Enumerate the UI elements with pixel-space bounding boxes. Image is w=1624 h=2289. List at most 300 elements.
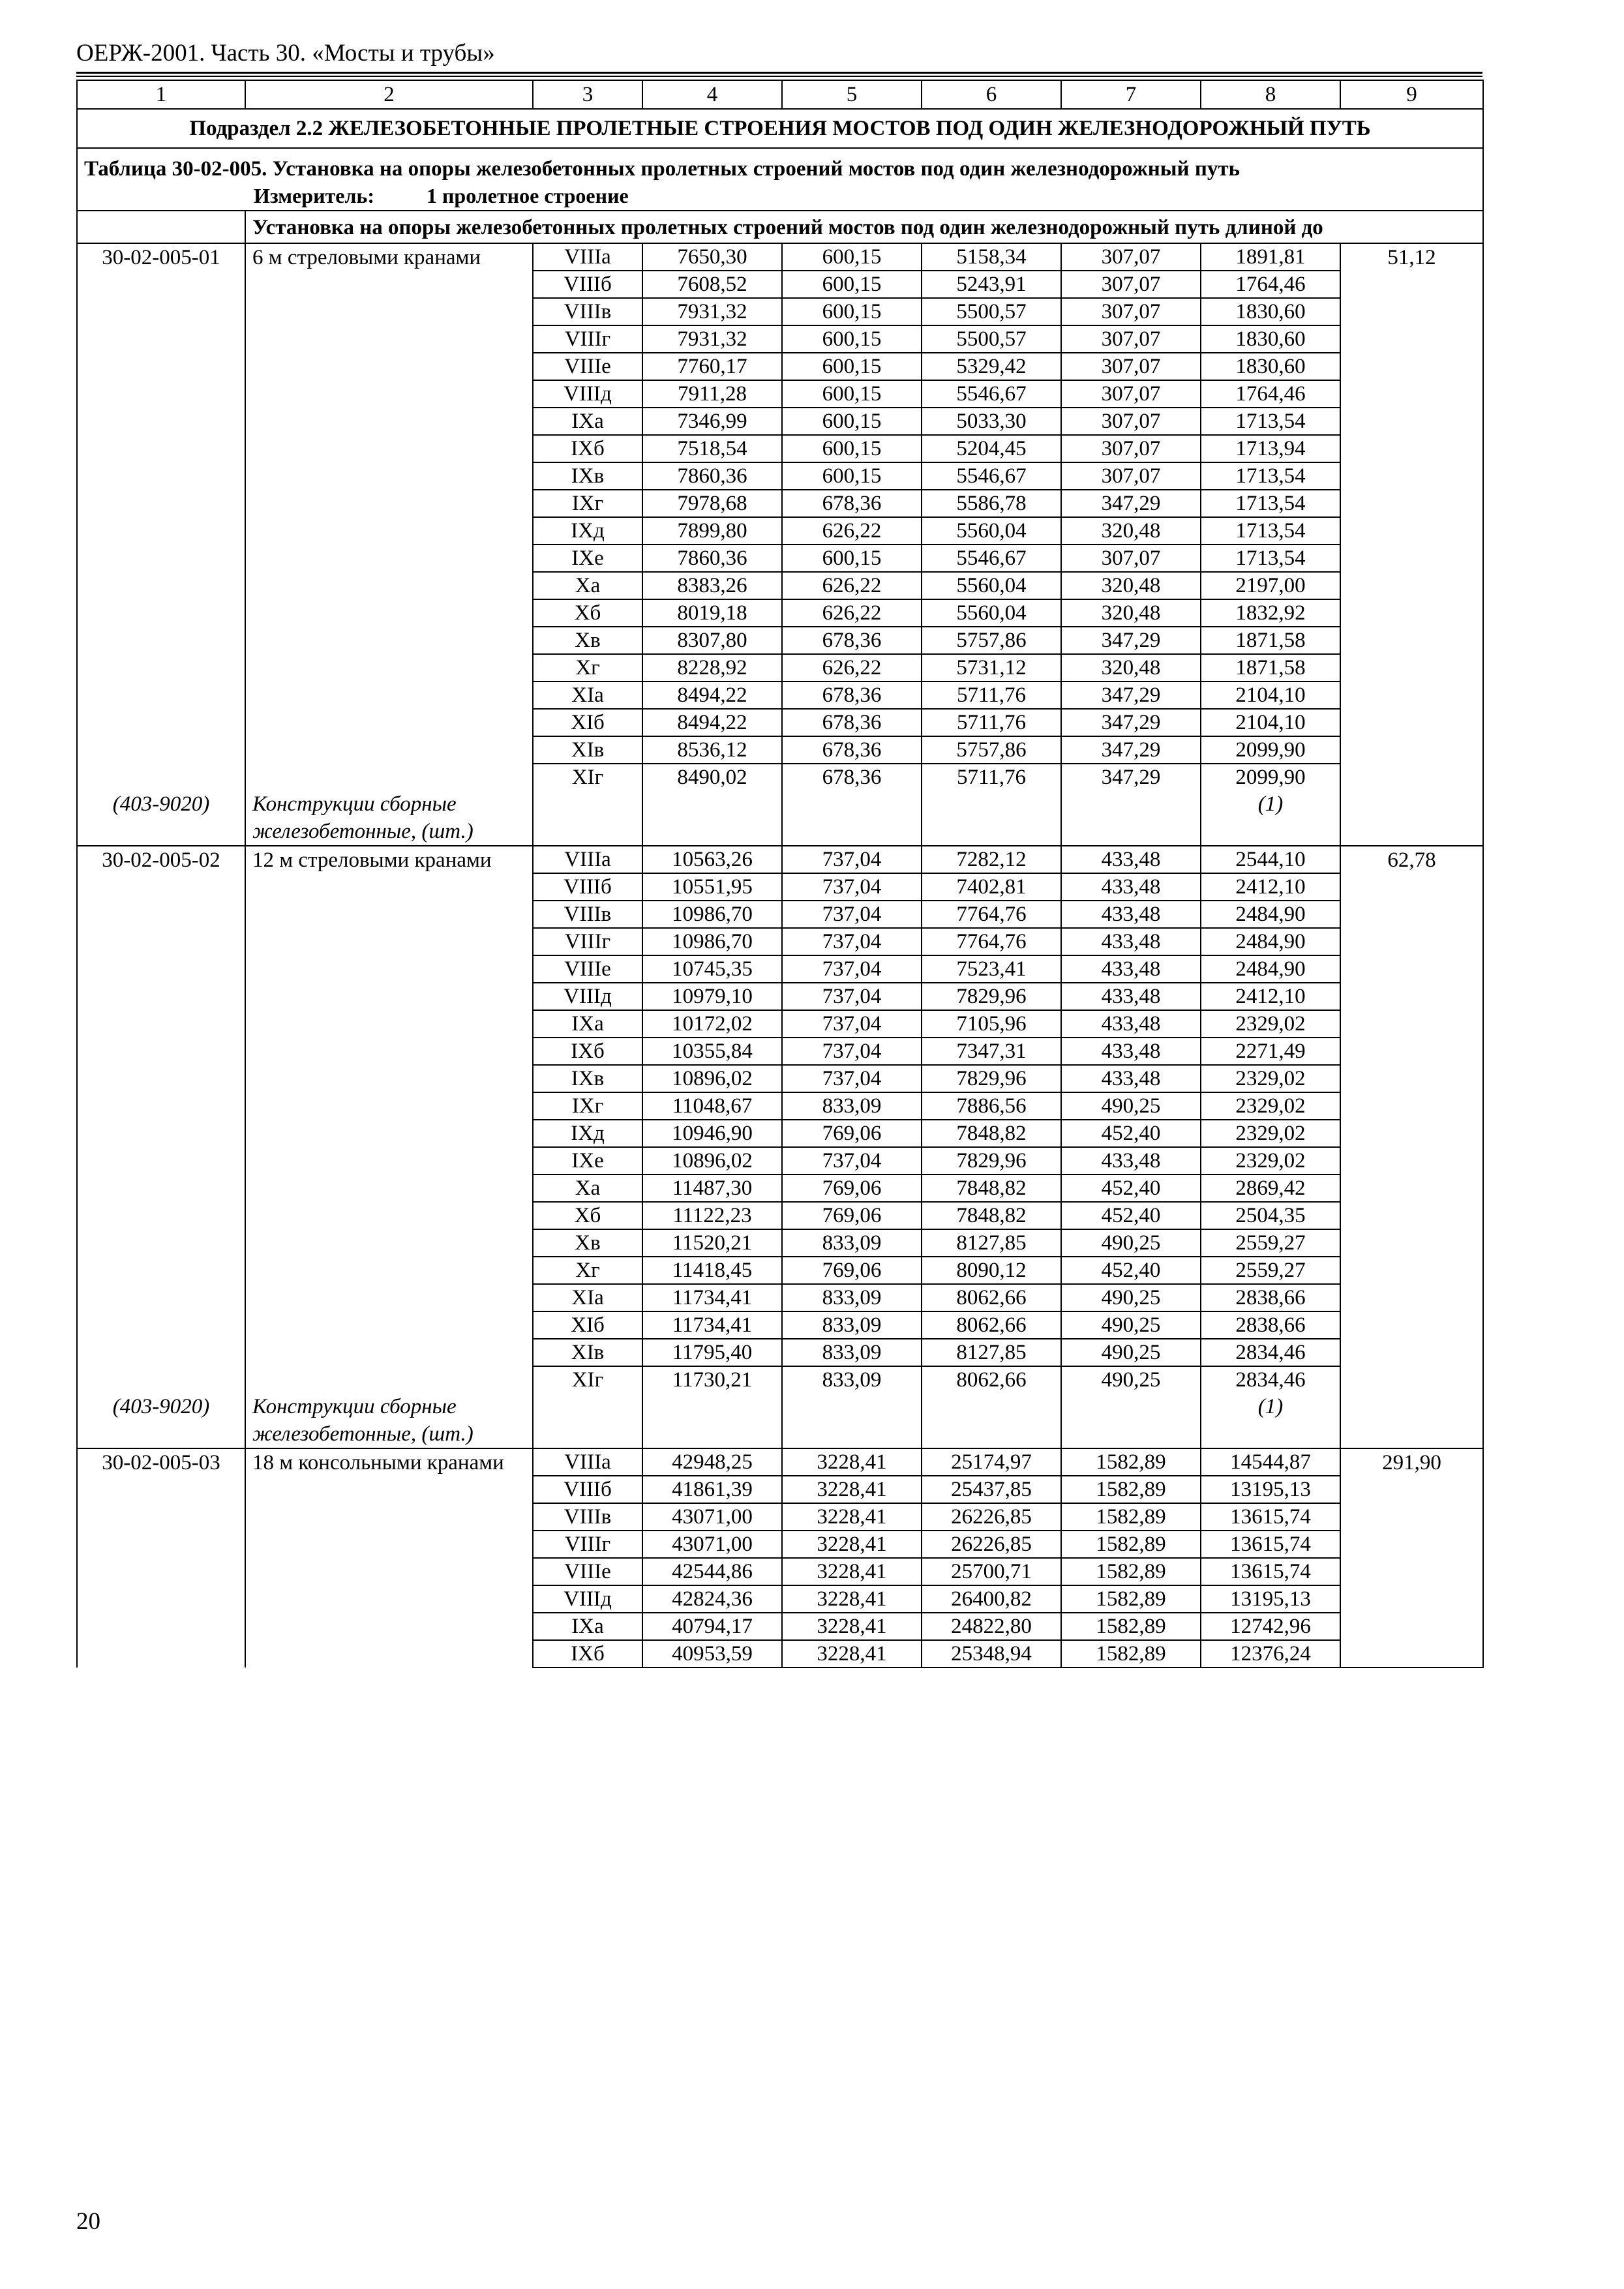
- value-cell: 2329,02: [1201, 1010, 1340, 1038]
- measure-line: [254, 183, 1476, 209]
- value-cell: 7931,32: [642, 325, 782, 353]
- region-cell: XIа: [533, 681, 642, 709]
- value-cell: 2271,49: [1201, 1038, 1340, 1065]
- value-cell: 2504,35: [1201, 1202, 1340, 1229]
- value-cell: 678,36: [782, 736, 922, 764]
- value-cell: 737,04: [782, 1065, 922, 1092]
- value-cell: 7829,96: [922, 983, 1061, 1010]
- value-cell: 600,15: [782, 462, 922, 490]
- value-cell: 8019,18: [642, 599, 782, 627]
- value-cell: 2544,10: [1201, 846, 1340, 873]
- column-number: 7: [1061, 80, 1201, 109]
- value-cell: 8228,92: [642, 654, 782, 681]
- value-cell: 1582,89: [1061, 1558, 1201, 1585]
- value-cell: 10896,02: [642, 1065, 782, 1092]
- region-cell: IXб: [533, 1038, 642, 1065]
- value-cell: 626,22: [782, 599, 922, 627]
- value-cell: 8062,66: [922, 1366, 1061, 1393]
- column-number: 3: [533, 80, 642, 109]
- value-cell: 600,15: [782, 353, 922, 380]
- value-cell: 8490,02: [642, 764, 782, 790]
- value-cell: 737,04: [782, 846, 922, 873]
- column-number-row: [77, 80, 1483, 109]
- value-cell: 320,48: [1061, 654, 1201, 681]
- value-cell: 10979,10: [642, 983, 782, 1010]
- resource-qty: (1): [1201, 1393, 1340, 1448]
- value-cell: 1582,89: [1061, 1503, 1201, 1531]
- value-cell: 7402,81: [922, 873, 1061, 901]
- value-cell: 737,04: [782, 1010, 922, 1038]
- value-cell: 2412,10: [1201, 983, 1340, 1010]
- value-cell: 13615,74: [1201, 1503, 1340, 1531]
- value-cell: 5560,04: [922, 599, 1061, 627]
- region-cell: VIIIб: [533, 271, 642, 298]
- value-cell: 490,25: [1061, 1366, 1201, 1393]
- value-cell: 8127,85: [922, 1339, 1061, 1366]
- value-cell: 678,36: [782, 681, 922, 709]
- value-cell: 600,15: [782, 243, 922, 271]
- value-cell: 25348,94: [922, 1640, 1061, 1668]
- region-cell: Xг: [533, 1257, 642, 1284]
- region-cell: IXе: [533, 545, 642, 572]
- value-cell: 452,40: [1061, 1257, 1201, 1284]
- value-cell: 433,48: [1061, 955, 1201, 983]
- value-cell: 600,15: [782, 435, 922, 462]
- table-row: [77, 846, 1483, 873]
- value-cell: 347,29: [1061, 709, 1201, 736]
- value-cell: 7978,68: [642, 490, 782, 517]
- value-cell: 7346,99: [642, 408, 782, 435]
- value-cell: 14544,87: [1201, 1448, 1340, 1476]
- value-cell: 2197,00: [1201, 572, 1340, 599]
- value-cell: 3228,41: [782, 1558, 922, 1585]
- region-cell: XIг: [533, 1366, 642, 1393]
- empty-cell: [782, 1393, 922, 1448]
- value-cell: 10745,35: [642, 955, 782, 983]
- value-cell: 11122,23: [642, 1202, 782, 1229]
- region-cell: XIв: [533, 1339, 642, 1366]
- value-cell: 11418,45: [642, 1257, 782, 1284]
- value-cell: 307,07: [1061, 353, 1201, 380]
- region-cell: Xб: [533, 599, 642, 627]
- region-cell: IXа: [533, 1010, 642, 1038]
- value-cell: 2559,27: [1201, 1257, 1340, 1284]
- value-cell: 3228,41: [782, 1476, 922, 1503]
- empty-cell: [642, 790, 782, 846]
- region-cell: Xв: [533, 627, 642, 654]
- description-row: [77, 211, 1483, 243]
- measure-label: Измеритель:: [254, 184, 374, 207]
- region-cell: VIIIа: [533, 846, 642, 873]
- region-cell: VIIIг: [533, 325, 642, 353]
- value-cell: 8062,66: [922, 1284, 1061, 1311]
- value-cell: 490,25: [1061, 1229, 1201, 1257]
- value-cell: 5757,86: [922, 736, 1061, 764]
- value-cell: 11520,21: [642, 1229, 782, 1257]
- value-cell: 433,48: [1061, 1147, 1201, 1174]
- value-cell: 678,36: [782, 764, 922, 790]
- value-cell: 13195,13: [1201, 1585, 1340, 1613]
- header-rule: [76, 72, 1482, 74]
- col9-value: 51,12: [1340, 243, 1483, 846]
- value-cell: 5158,34: [922, 243, 1061, 271]
- value-cell: 5711,76: [922, 764, 1061, 790]
- value-cell: 452,40: [1061, 1120, 1201, 1147]
- region-cell: IXб: [533, 1640, 642, 1668]
- value-cell: 25437,85: [922, 1476, 1061, 1503]
- value-cell: 13195,13: [1201, 1476, 1340, 1503]
- value-cell: 307,07: [1061, 325, 1201, 353]
- value-cell: 5500,57: [922, 325, 1061, 353]
- value-cell: 40794,17: [642, 1613, 782, 1640]
- value-cell: 7650,30: [642, 243, 782, 271]
- value-cell: 2559,27: [1201, 1229, 1340, 1257]
- value-cell: 600,15: [782, 408, 922, 435]
- value-cell: 5500,57: [922, 298, 1061, 325]
- table-title-row: [77, 148, 1483, 211]
- value-cell: 5546,67: [922, 462, 1061, 490]
- value-cell: 490,25: [1061, 1311, 1201, 1339]
- region-cell: IXд: [533, 1120, 642, 1147]
- value-cell: 833,09: [782, 1229, 922, 1257]
- rate-name: 12 м стреловыми кранами: [245, 846, 533, 1393]
- region-cell: VIIIд: [533, 983, 642, 1010]
- value-cell: 1713,54: [1201, 490, 1340, 517]
- value-cell: 5560,04: [922, 517, 1061, 545]
- value-cell: 7764,76: [922, 928, 1061, 955]
- region-cell: VIIIе: [533, 955, 642, 983]
- value-cell: 7886,56: [922, 1092, 1061, 1120]
- value-cell: 3228,41: [782, 1585, 922, 1613]
- value-cell: 2329,02: [1201, 1065, 1340, 1092]
- region-cell: VIIIв: [533, 1503, 642, 1531]
- region-cell: VIIIа: [533, 243, 642, 271]
- value-cell: 11487,30: [642, 1174, 782, 1202]
- value-cell: 347,29: [1061, 490, 1201, 517]
- region-cell: XIв: [533, 736, 642, 764]
- value-cell: 490,25: [1061, 1092, 1201, 1120]
- region-cell: IXа: [533, 1613, 642, 1640]
- value-cell: 11734,41: [642, 1311, 782, 1339]
- value-cell: 8494,22: [642, 709, 782, 736]
- column-number: 1: [77, 80, 245, 109]
- description-spacer: [77, 211, 245, 243]
- value-cell: 737,04: [782, 955, 922, 983]
- region-cell: VIIIг: [533, 1531, 642, 1558]
- value-cell: 1582,89: [1061, 1448, 1201, 1476]
- value-cell: 1582,89: [1061, 1640, 1201, 1668]
- value-cell: 833,09: [782, 1311, 922, 1339]
- value-cell: 833,09: [782, 1366, 922, 1393]
- column-number: 4: [642, 80, 782, 109]
- col9-value: 291,90: [1340, 1448, 1483, 1668]
- value-cell: 43071,00: [642, 1531, 782, 1558]
- value-cell: 433,48: [1061, 846, 1201, 873]
- value-cell: 307,07: [1061, 243, 1201, 271]
- value-cell: 1832,92: [1201, 599, 1340, 627]
- table-row: [77, 1448, 1483, 1476]
- value-cell: 2329,02: [1201, 1092, 1340, 1120]
- value-cell: 7931,32: [642, 298, 782, 325]
- value-cell: 2869,42: [1201, 1174, 1340, 1202]
- value-cell: 737,04: [782, 901, 922, 928]
- value-cell: 7848,82: [922, 1174, 1061, 1202]
- value-cell: 833,09: [782, 1339, 922, 1366]
- value-cell: 769,06: [782, 1120, 922, 1147]
- measure-value: 1 пролетное строение: [426, 184, 629, 207]
- empty-cell: [1061, 790, 1201, 846]
- rates-table: [76, 80, 1484, 1668]
- empty-cell: [782, 790, 922, 846]
- region-cell: IXб: [533, 435, 642, 462]
- region-cell: Xг: [533, 654, 642, 681]
- value-cell: 769,06: [782, 1257, 922, 1284]
- value-cell: 7911,28: [642, 380, 782, 408]
- region-cell: VIIIв: [533, 298, 642, 325]
- value-cell: 833,09: [782, 1092, 922, 1120]
- region-cell: VIIIб: [533, 873, 642, 901]
- running-header: ОЕРЖ-2001. Часть 30. «Мосты и трубы»: [76, 40, 495, 67]
- value-cell: 5711,76: [922, 709, 1061, 736]
- empty-cell: [533, 1393, 642, 1448]
- value-cell: 1713,54: [1201, 517, 1340, 545]
- value-cell: 13615,74: [1201, 1531, 1340, 1558]
- value-cell: 5757,86: [922, 627, 1061, 654]
- value-cell: 307,07: [1061, 298, 1201, 325]
- rate-code: 30-02-005-02: [77, 846, 245, 1393]
- value-cell: 307,07: [1061, 545, 1201, 572]
- value-cell: 10896,02: [642, 1147, 782, 1174]
- value-cell: 626,22: [782, 572, 922, 599]
- value-cell: 320,48: [1061, 517, 1201, 545]
- value-cell: 24822,80: [922, 1613, 1061, 1640]
- value-cell: 10563,26: [642, 846, 782, 873]
- region-cell: IXд: [533, 517, 642, 545]
- value-cell: 678,36: [782, 627, 922, 654]
- subsection-title: Подраздел 2.2 ЖЕЛЕЗОБЕТОННЫЕ ПРОЛЕТНЫЕ СТРОЕНИЯ МОСТОВ ПОД ОДИН ЖЕЛЕЗНОДОРОЖНЫЙ ПУТЬ: [77, 109, 1483, 148]
- value-cell: 43071,00: [642, 1503, 782, 1531]
- region-cell: Xа: [533, 572, 642, 599]
- empty-cell: [922, 1393, 1061, 1448]
- value-cell: 7860,36: [642, 545, 782, 572]
- value-cell: 600,15: [782, 298, 922, 325]
- value-cell: 1582,89: [1061, 1531, 1201, 1558]
- value-cell: 42544,86: [642, 1558, 782, 1585]
- region-cell: VIIIб: [533, 1476, 642, 1503]
- resource-row: [77, 790, 1483, 846]
- value-cell: 433,48: [1061, 901, 1201, 928]
- value-cell: 1713,54: [1201, 462, 1340, 490]
- value-cell: 1764,46: [1201, 380, 1340, 408]
- value-cell: 26226,85: [922, 1531, 1061, 1558]
- value-cell: 2099,90: [1201, 764, 1340, 790]
- value-cell: 626,22: [782, 654, 922, 681]
- region-cell: IXв: [533, 462, 642, 490]
- subsection-row: [77, 109, 1483, 148]
- region-cell: VIIIд: [533, 1585, 642, 1613]
- region-cell: IXг: [533, 490, 642, 517]
- value-cell: 2484,90: [1201, 955, 1340, 983]
- value-cell: 8383,26: [642, 572, 782, 599]
- value-cell: 41861,39: [642, 1476, 782, 1503]
- region-cell: IXе: [533, 1147, 642, 1174]
- value-cell: 3228,41: [782, 1531, 922, 1558]
- value-cell: 8090,12: [922, 1257, 1061, 1284]
- region-cell: VIIIд: [533, 380, 642, 408]
- value-cell: 1871,58: [1201, 654, 1340, 681]
- value-cell: 12742,96: [1201, 1613, 1340, 1640]
- value-cell: 320,48: [1061, 572, 1201, 599]
- value-cell: 347,29: [1061, 764, 1201, 790]
- value-cell: 433,48: [1061, 1065, 1201, 1092]
- value-cell: 5033,30: [922, 408, 1061, 435]
- value-cell: 25700,71: [922, 1558, 1061, 1585]
- value-cell: 7764,76: [922, 901, 1061, 928]
- value-cell: 452,40: [1061, 1174, 1201, 1202]
- value-cell: 1582,89: [1061, 1613, 1201, 1640]
- value-cell: 3228,41: [782, 1640, 922, 1668]
- value-cell: 8494,22: [642, 681, 782, 709]
- region-cell: IXв: [533, 1065, 642, 1092]
- column-number: 6: [922, 80, 1061, 109]
- value-cell: 490,25: [1061, 1339, 1201, 1366]
- value-cell: 7848,82: [922, 1120, 1061, 1147]
- region-cell: VIIIе: [533, 353, 642, 380]
- value-cell: 626,22: [782, 517, 922, 545]
- value-cell: 347,29: [1061, 736, 1201, 764]
- value-cell: 1830,60: [1201, 353, 1340, 380]
- header-rule-inner: [76, 76, 1482, 77]
- region-cell: XIа: [533, 1284, 642, 1311]
- value-cell: 7829,96: [922, 1147, 1061, 1174]
- value-cell: 8536,12: [642, 736, 782, 764]
- value-cell: 2484,90: [1201, 901, 1340, 928]
- value-cell: 10986,70: [642, 928, 782, 955]
- value-cell: 1713,54: [1201, 545, 1340, 572]
- region-cell: VIIIв: [533, 901, 642, 928]
- table-title: Таблица 30-02-005. Установка на опоры железобетонных пролетных строений мостов под один железнодорожный путь: [84, 157, 1240, 181]
- value-cell: 452,40: [1061, 1202, 1201, 1229]
- value-cell: 8062,66: [922, 1311, 1061, 1339]
- rate-code: 30-02-005-01: [77, 243, 245, 790]
- resource-code: (403-9020): [77, 790, 245, 846]
- col9-value: 62,78: [1340, 846, 1483, 1448]
- value-cell: 3228,41: [782, 1613, 922, 1640]
- value-cell: 42948,25: [642, 1448, 782, 1476]
- resource-row: [77, 1393, 1483, 1448]
- value-cell: 5546,67: [922, 545, 1061, 572]
- value-cell: 600,15: [782, 545, 922, 572]
- value-cell: 7347,31: [922, 1038, 1061, 1065]
- resource-name: Конструкции сборные железобетонные, (шт.): [245, 790, 533, 846]
- value-cell: 490,25: [1061, 1284, 1201, 1311]
- resource-qty: (1): [1201, 790, 1340, 846]
- region-cell: XIг: [533, 764, 642, 790]
- value-cell: 347,29: [1061, 681, 1201, 709]
- value-cell: 11730,21: [642, 1366, 782, 1393]
- value-cell: 26400,82: [922, 1585, 1061, 1613]
- value-cell: 2412,10: [1201, 873, 1340, 901]
- value-cell: 737,04: [782, 1038, 922, 1065]
- value-cell: 2099,90: [1201, 736, 1340, 764]
- empty-cell: [533, 790, 642, 846]
- value-cell: 10986,70: [642, 901, 782, 928]
- value-cell: 600,15: [782, 325, 922, 353]
- value-cell: 7848,82: [922, 1202, 1061, 1229]
- region-cell: Xв: [533, 1229, 642, 1257]
- value-cell: 600,15: [782, 271, 922, 298]
- value-cell: 7518,54: [642, 435, 782, 462]
- resource-code: (403-9020): [77, 1393, 245, 1448]
- value-cell: 10551,95: [642, 873, 782, 901]
- value-cell: 307,07: [1061, 271, 1201, 298]
- value-cell: 2838,66: [1201, 1284, 1340, 1311]
- value-cell: 7899,80: [642, 517, 782, 545]
- value-cell: 1830,60: [1201, 325, 1340, 353]
- value-cell: 11734,41: [642, 1284, 782, 1311]
- value-cell: 5711,76: [922, 681, 1061, 709]
- value-cell: 433,48: [1061, 1038, 1201, 1065]
- value-cell: 347,29: [1061, 627, 1201, 654]
- value-cell: 1830,60: [1201, 298, 1340, 325]
- empty-cell: [1061, 1393, 1201, 1448]
- value-cell: 737,04: [782, 983, 922, 1010]
- value-cell: 12376,24: [1201, 1640, 1340, 1668]
- rate-name: 18 м консольными кранами: [245, 1448, 533, 1668]
- region-cell: IXа: [533, 408, 642, 435]
- value-cell: 5329,42: [922, 353, 1061, 380]
- rate-code: 30-02-005-03: [77, 1448, 245, 1668]
- empty-cell: [922, 790, 1061, 846]
- value-cell: 5731,12: [922, 654, 1061, 681]
- region-cell: VIIIе: [533, 1558, 642, 1585]
- rate-name: 6 м стреловыми кранами: [245, 243, 533, 790]
- value-cell: 1764,46: [1201, 271, 1340, 298]
- region-cell: VIIIа: [533, 1448, 642, 1476]
- value-cell: 737,04: [782, 1147, 922, 1174]
- value-cell: 5546,67: [922, 380, 1061, 408]
- value-cell: 678,36: [782, 709, 922, 736]
- value-cell: 3228,41: [782, 1503, 922, 1531]
- value-cell: 5586,78: [922, 490, 1061, 517]
- value-cell: 5243,91: [922, 271, 1061, 298]
- value-cell: 11048,67: [642, 1092, 782, 1120]
- value-cell: 320,48: [1061, 599, 1201, 627]
- value-cell: 5204,45: [922, 435, 1061, 462]
- value-cell: 737,04: [782, 928, 922, 955]
- column-number: 8: [1201, 80, 1340, 109]
- value-cell: 40953,59: [642, 1640, 782, 1668]
- value-cell: 2838,66: [1201, 1311, 1340, 1339]
- value-cell: 3228,41: [782, 1448, 922, 1476]
- value-cell: 1891,81: [1201, 243, 1340, 271]
- value-cell: 1713,94: [1201, 435, 1340, 462]
- value-cell: 1713,54: [1201, 408, 1340, 435]
- value-cell: 7523,41: [922, 955, 1061, 983]
- value-cell: 11795,40: [642, 1339, 782, 1366]
- value-cell: 737,04: [782, 873, 922, 901]
- value-cell: 7860,36: [642, 462, 782, 490]
- value-cell: 8127,85: [922, 1229, 1061, 1257]
- value-cell: 42824,36: [642, 1585, 782, 1613]
- empty-cell: [642, 1393, 782, 1448]
- value-cell: 5560,04: [922, 572, 1061, 599]
- region-cell: XIб: [533, 1311, 642, 1339]
- value-cell: 10355,84: [642, 1038, 782, 1065]
- value-cell: 26226,85: [922, 1503, 1061, 1531]
- value-cell: 7829,96: [922, 1065, 1061, 1092]
- value-cell: 10172,02: [642, 1010, 782, 1038]
